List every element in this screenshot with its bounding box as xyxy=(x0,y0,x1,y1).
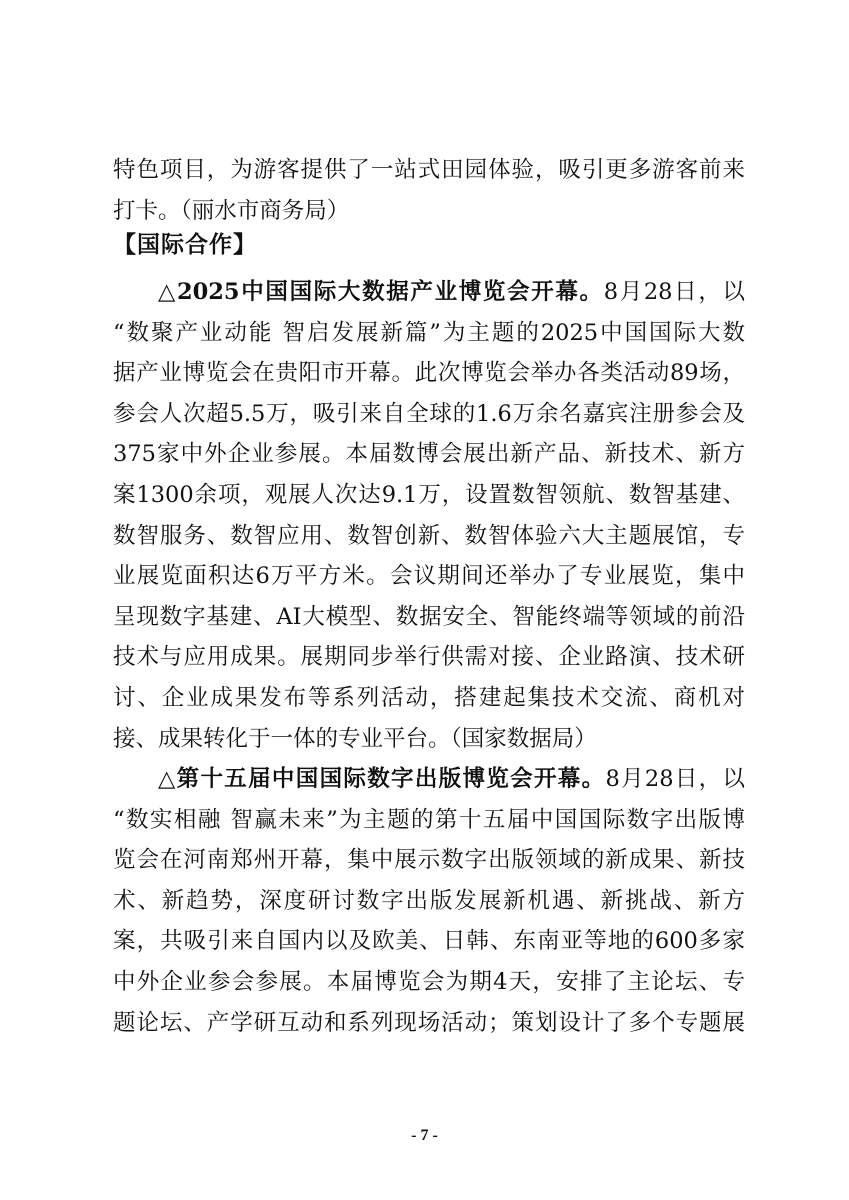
text-line: 特色项目，为游客提供了一站式田园体验，吸引更多游客前来 xyxy=(113,157,745,183)
article-title: 2025中国国际大数据产业博览会开幕。 xyxy=(176,279,604,305)
text-line: 案，共吸引来自国内以及欧美、日韩、东南亚等地的600多家 xyxy=(113,928,745,955)
text-line: 参会人次超5.5万，吸引来自全球的1.6万余名嘉宾注册参会及 xyxy=(113,400,745,427)
text-line: 技术与应用成果。展期同步举行供需对接、企业路演、技术研 xyxy=(113,644,745,671)
text-line: 题论坛、产学研互动和系列现场活动；策划设计了多个专题展 xyxy=(113,1009,745,1036)
article-first-line xyxy=(113,272,745,313)
text-line: “数实相融 智赢未来”为主题的第十五届中国国际数字出版博 xyxy=(113,806,745,833)
article-first-line xyxy=(113,759,745,800)
triangle-icon: △ xyxy=(158,766,177,792)
text-line: 375家中外企业参展。本届数博会展出新产品、新技术、新方 xyxy=(113,441,745,468)
article-title: 第十五届中国国际数字出版博览会开幕。 xyxy=(176,766,606,792)
article-text: 8月28日，以 xyxy=(603,279,745,305)
text-line: 接、成果转化于一体的专业平台。（国家数据局） xyxy=(113,725,597,752)
text-line: 讨、企业成果发布等系列活动，搭建起集技术交流、商机对 xyxy=(113,684,745,711)
text-line: “数聚产业动能 智启发展新篇”为主题的2025中国国际大数 xyxy=(113,319,745,346)
text-line: 术、新趋势，深度研讨数字出版发展新机遇、新挑战、新方 xyxy=(113,887,745,914)
intro-paragraph xyxy=(113,150,745,231)
article-big-data-expo xyxy=(113,272,745,759)
text-line: 案1300余项，观展人次达9.1万，设置数智领航、数智基建、 xyxy=(113,481,745,508)
text-line: 据产业博览会在贵阳市开幕。此次博览会举办各类活动89场， xyxy=(113,360,745,387)
text-line: 中外企业参会参展。本届博览会为期4天，安排了主论坛、专 xyxy=(113,968,745,995)
text-line: 数智服务、数智应用、数智创新、数智体验六大主题展馆，专 xyxy=(113,522,745,549)
text-line: 业展览面积达6万平方米。会议期间还举办了专业展览，集中 xyxy=(113,563,745,590)
article-text: 8月28日，以 xyxy=(605,766,745,792)
article-digital-publishing-expo xyxy=(113,759,745,1043)
text-line: 呈现数字基建、AI大模型、数据安全、智能终端等领域的前沿 xyxy=(113,603,745,630)
section-heading: 【国际合作】 xyxy=(113,232,257,258)
text-line: 打卡。（丽水市商务局） xyxy=(113,197,350,224)
triangle-icon: △ xyxy=(158,279,177,305)
text-line: 览会在河南郑州开幕，集中展示数字出版领域的新成果、新技 xyxy=(113,847,745,874)
page-number: - 7 - xyxy=(411,1127,438,1144)
